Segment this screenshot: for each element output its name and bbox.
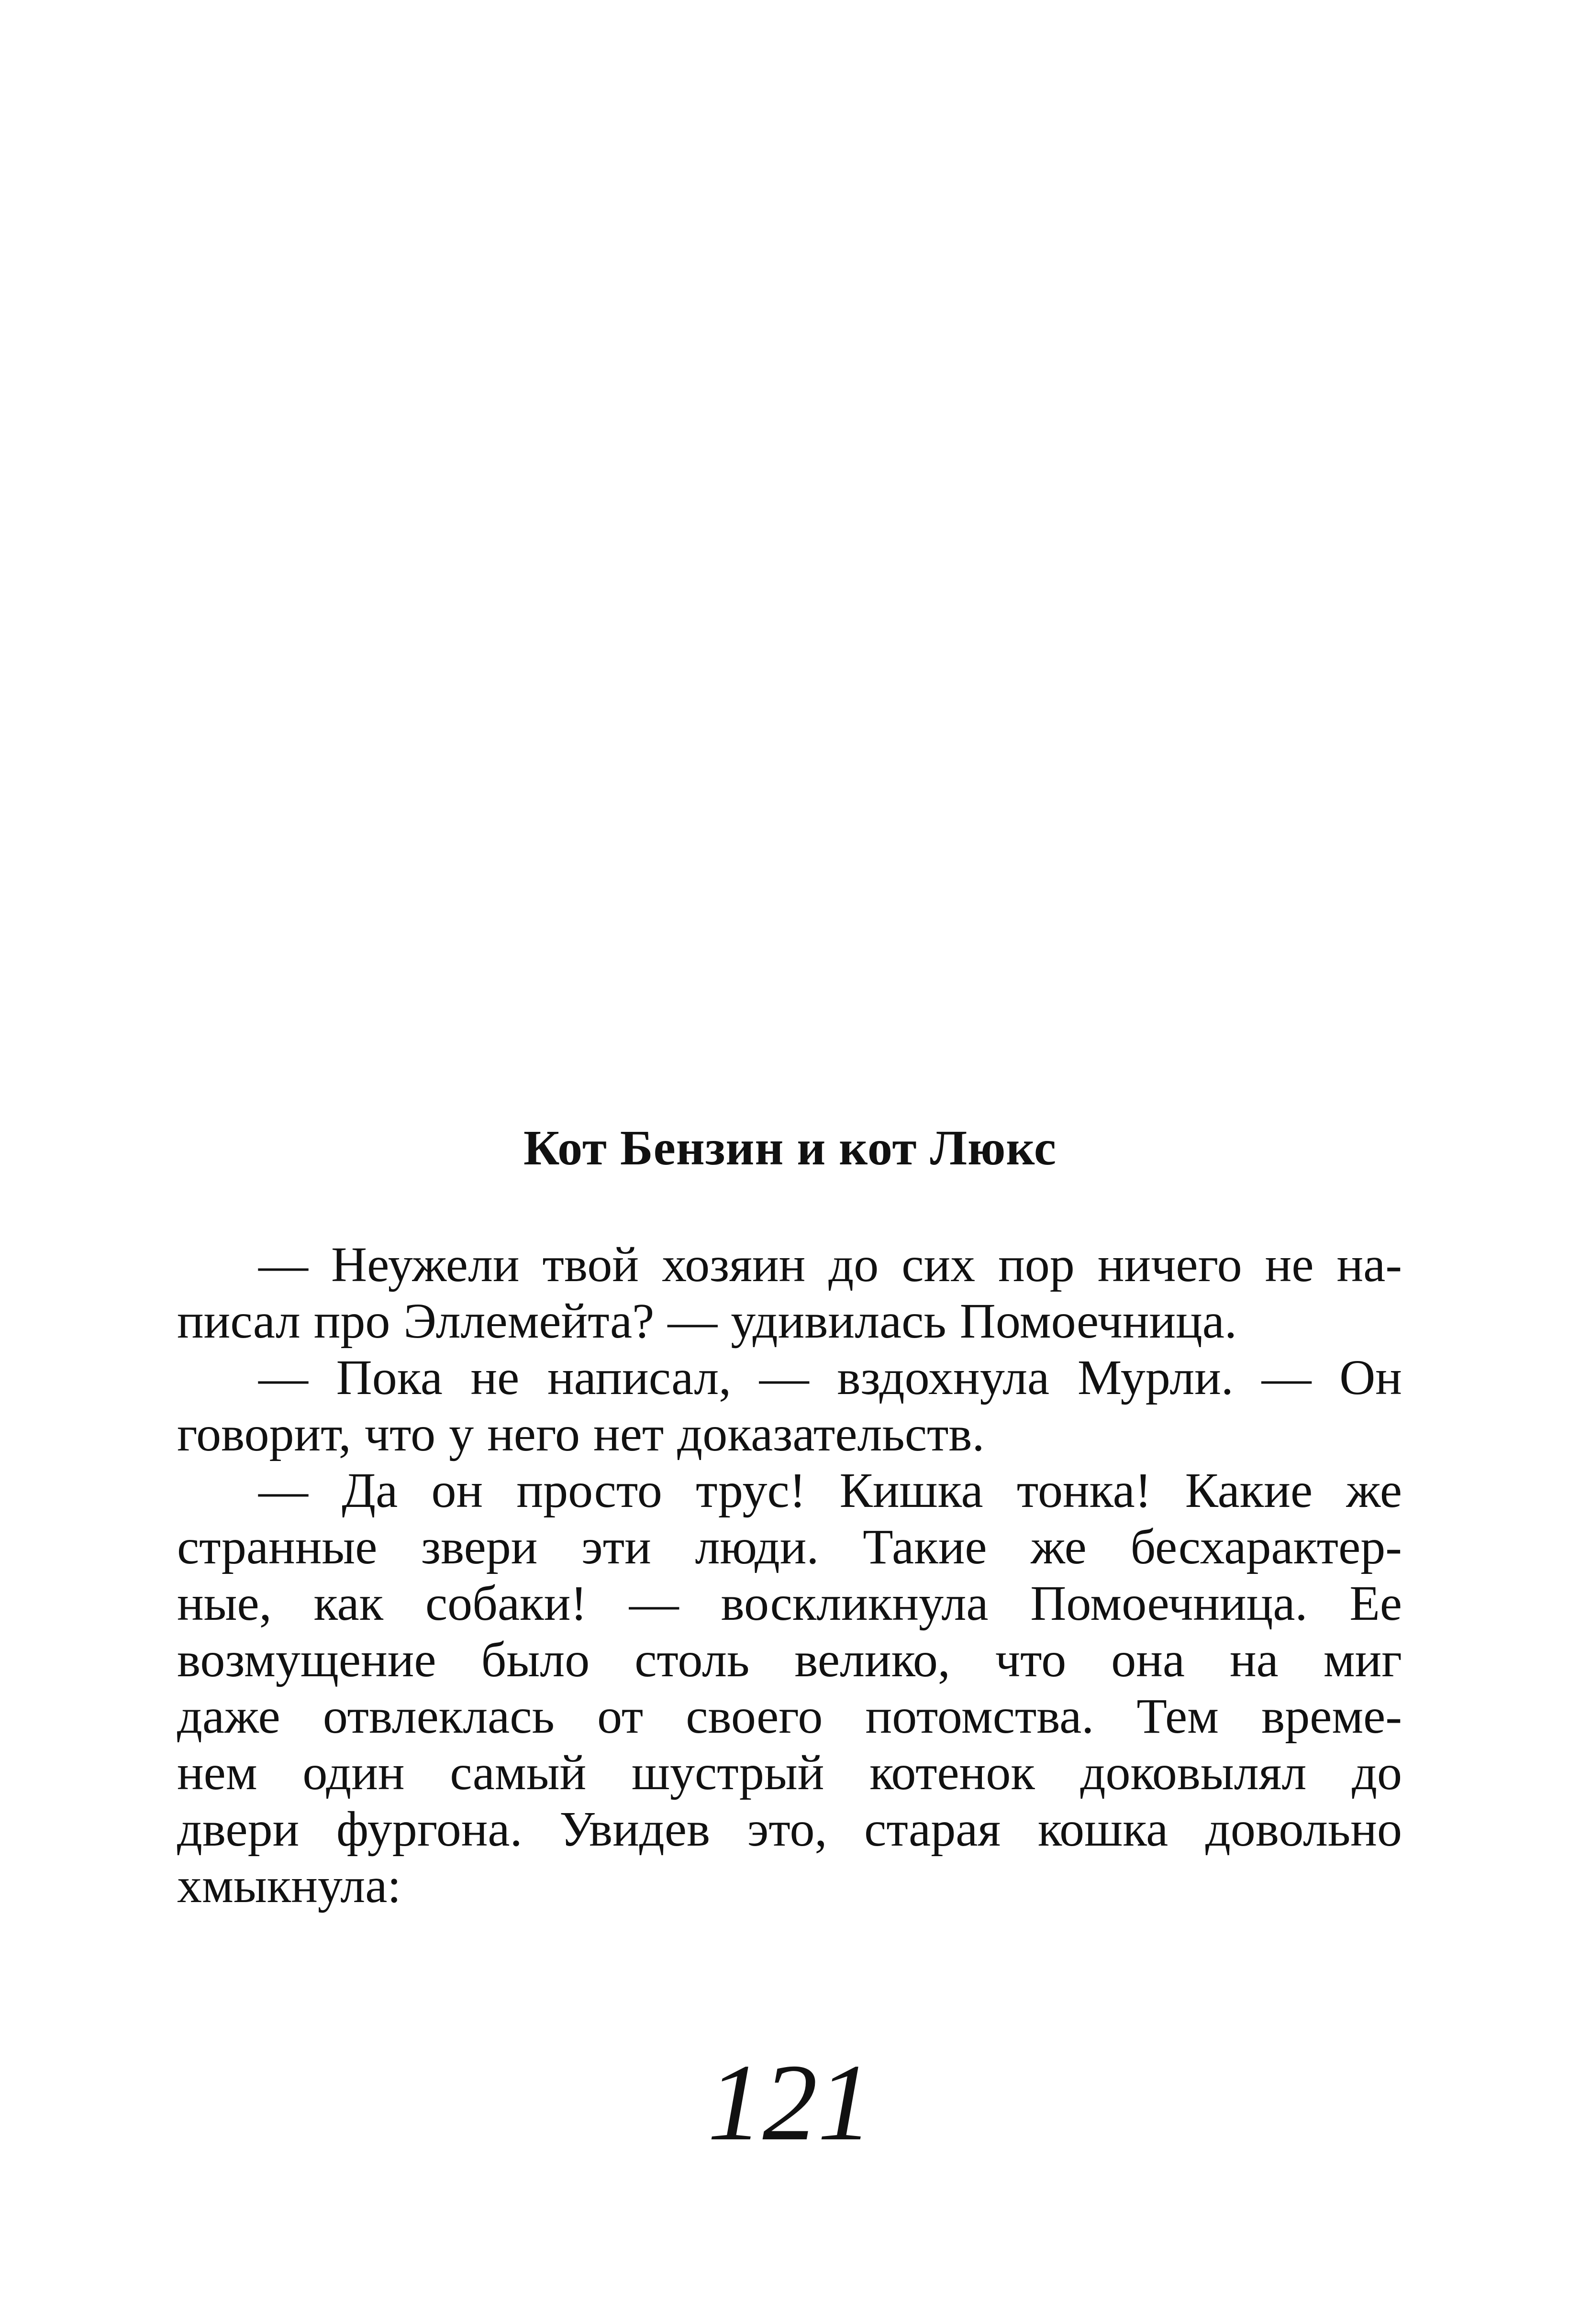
word: Помоечница.: [959, 1294, 1237, 1349]
word: один: [302, 1745, 405, 1800]
word: что: [995, 1632, 1067, 1687]
word: —: [629, 1576, 679, 1631]
word: про: [313, 1294, 390, 1349]
word: хмыкнула:: [177, 1858, 401, 1913]
word: Помоечница.: [1030, 1576, 1308, 1631]
word: эти: [581, 1519, 651, 1574]
word: Мурли.: [1077, 1350, 1234, 1405]
word: миг: [1323, 1632, 1402, 1687]
word: же: [1031, 1519, 1087, 1574]
word: до: [828, 1237, 879, 1292]
text-line: [177, 1350, 1402, 1406]
word: собаки!: [425, 1576, 587, 1631]
word: странные: [177, 1519, 378, 1574]
word: Эллемейта?: [403, 1294, 655, 1349]
word: двери: [177, 1802, 300, 1857]
word: —: [668, 1294, 718, 1349]
word: люди.: [695, 1519, 819, 1574]
text-line: [177, 1293, 1402, 1350]
word: —: [258, 1350, 308, 1405]
word: воскликнула: [721, 1576, 989, 1631]
page-number: 121: [707, 2041, 873, 2163]
word: доказательств.: [677, 1406, 985, 1461]
word: трус!: [696, 1463, 806, 1518]
word: тонка!: [1016, 1463, 1152, 1518]
text-line: [177, 1745, 1402, 1801]
word: Кишка: [839, 1463, 983, 1518]
word: Увидев: [559, 1802, 711, 1857]
word: он: [431, 1463, 483, 1518]
word: доковылял: [1080, 1745, 1307, 1800]
body-text: [177, 1237, 1402, 1914]
word: —: [1261, 1350, 1312, 1405]
word: от: [597, 1689, 644, 1744]
word: ничего: [1097, 1237, 1242, 1292]
word: у: [449, 1406, 474, 1461]
word: сих: [901, 1237, 976, 1292]
word: —: [258, 1463, 308, 1518]
word: бесхарактер-: [1130, 1519, 1402, 1574]
word: не: [1265, 1237, 1314, 1292]
word: Неужели: [331, 1237, 520, 1292]
word: столь: [634, 1632, 750, 1687]
text-line: [177, 1575, 1402, 1632]
word: отвлеклась: [323, 1689, 555, 1744]
word: было: [481, 1632, 590, 1687]
word: написал,: [547, 1350, 732, 1405]
text-line: [177, 1462, 1402, 1519]
word: Тем: [1136, 1689, 1219, 1744]
word: звери: [421, 1519, 538, 1574]
text-line: [177, 1406, 1402, 1462]
text-line: [177, 1632, 1402, 1688]
word: —: [759, 1350, 809, 1405]
word: хозяин: [662, 1237, 806, 1292]
word: Такие: [863, 1519, 987, 1574]
word: это,: [747, 1802, 827, 1857]
word: —: [258, 1237, 308, 1292]
word: она: [1111, 1632, 1185, 1687]
text-line: [177, 1519, 1402, 1575]
word: нет: [593, 1406, 664, 1461]
word: шустрый: [631, 1745, 824, 1800]
word: фургона.: [336, 1802, 523, 1857]
word: своего: [686, 1689, 823, 1744]
text-line: [177, 1688, 1402, 1745]
word: котенок: [869, 1745, 1035, 1800]
word: него: [487, 1406, 580, 1461]
chapter-title: Кот Бензин и кот Люкс: [523, 1120, 1057, 1175]
word: нем: [177, 1745, 257, 1800]
word: старая: [864, 1802, 1001, 1857]
word: что: [364, 1406, 436, 1461]
word: велико,: [794, 1632, 950, 1687]
text-line: [177, 1237, 1402, 1293]
word: ные,: [177, 1576, 272, 1631]
word: возмущение: [177, 1632, 436, 1687]
word: писал: [177, 1294, 300, 1349]
text-line: [177, 1858, 1402, 1914]
word: кошка: [1037, 1802, 1168, 1857]
word: до: [1352, 1745, 1402, 1800]
word: Ее: [1349, 1576, 1402, 1631]
text-line: [177, 1801, 1402, 1858]
word: даже: [177, 1689, 280, 1744]
word: на: [1230, 1632, 1279, 1687]
word: самый: [450, 1745, 587, 1800]
word: на-: [1336, 1237, 1402, 1292]
word: Он: [1339, 1350, 1402, 1405]
word: време-: [1261, 1689, 1402, 1744]
word: Да: [342, 1463, 398, 1518]
word: же: [1346, 1463, 1402, 1518]
word: говорит,: [177, 1406, 351, 1461]
word: не: [470, 1350, 520, 1405]
word: просто: [516, 1463, 662, 1518]
word: пор: [998, 1237, 1075, 1292]
word: довольно: [1205, 1802, 1402, 1857]
word: потомства.: [865, 1689, 1094, 1744]
word: как: [313, 1576, 384, 1631]
word: Пока: [336, 1350, 443, 1405]
word: твой: [542, 1237, 639, 1292]
word: Какие: [1185, 1463, 1313, 1518]
word: удивилась: [731, 1294, 946, 1349]
word: вздохнула: [837, 1350, 1050, 1405]
